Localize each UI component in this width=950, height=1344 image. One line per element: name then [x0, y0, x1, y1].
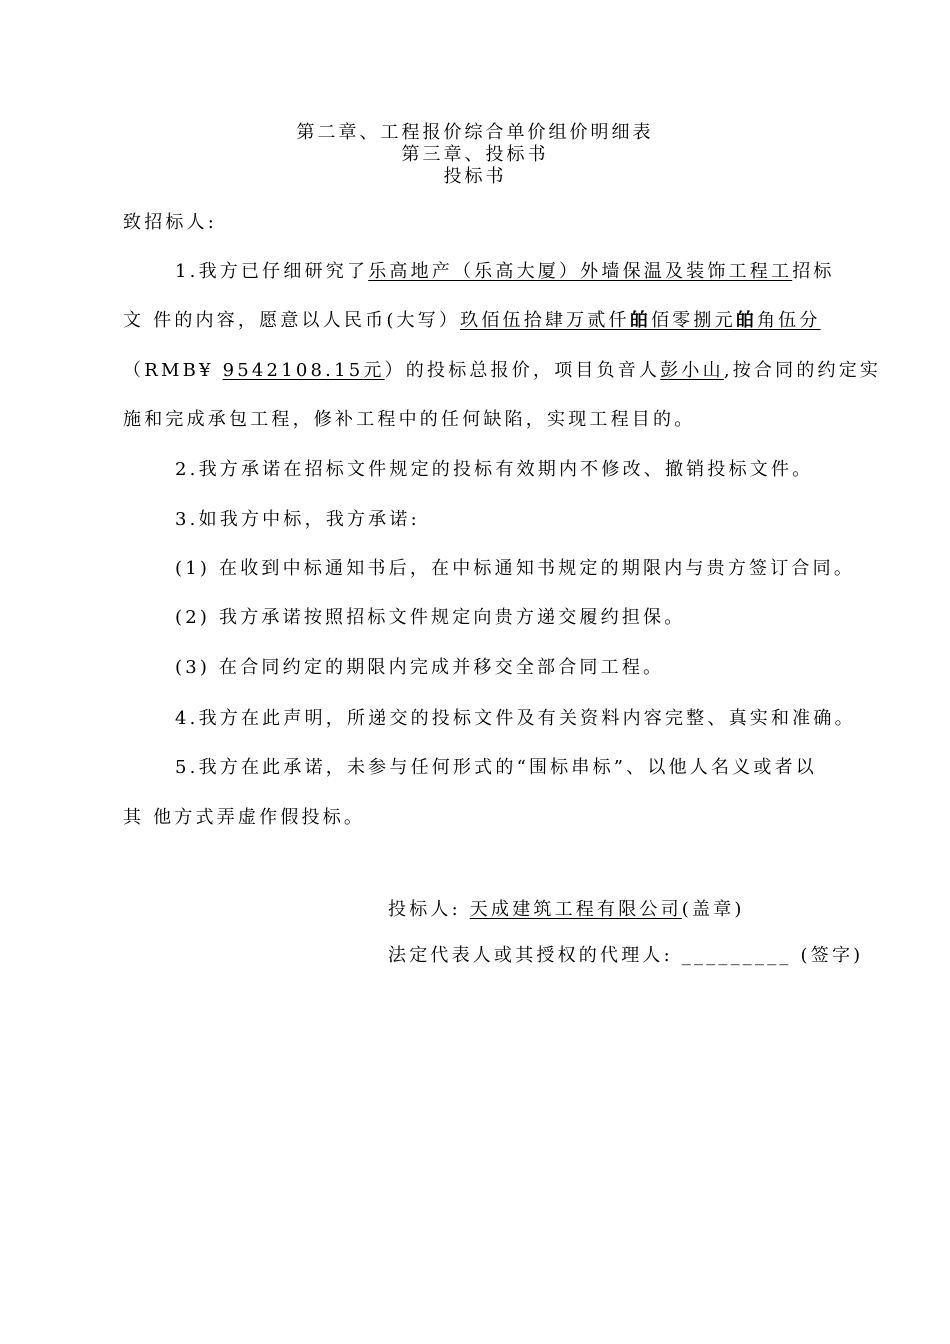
item-1-suffix: 招标 [792, 261, 835, 282]
item-4: 4.我方在此声明，所递交的投标文件及有关资料内容完整、真实和准确。 [175, 708, 856, 729]
bidder-seal-note: (盖章) [681, 899, 745, 920]
item-1-prefix: 1.我方已仔细研究了 [175, 261, 369, 282]
sub-item-2: (2) 我方承诺按照招标文件规定向贵方递交履约担保。 [175, 607, 686, 628]
chapter-two-title: 第二章、工程报价综合单价组价明细表 [296, 122, 654, 143]
bidder-line [388, 895, 888, 921]
project-name: 乐高地产（乐高大厦）外墙保温及装饰工程工 [368, 261, 793, 282]
amount-number: 9542108.15元 [222, 360, 385, 381]
item-1-line-1 [123, 257, 935, 283]
salutation: 致招标人: [123, 212, 218, 233]
item-1-line-2-prefix: 文 件的内容，愿意以人民币(大写） [123, 310, 461, 331]
item-5-line-2: 其 他方式弄虚作假投标。 [123, 807, 366, 828]
item-1-line-2 [123, 306, 883, 332]
item-5-line-1: 5.我方在此承诺，未参与任何形式的“围标串标”、以他人名义或者以 [175, 757, 817, 778]
item-1-line-3-mid: ）的投标总报价，项目负音人 [384, 360, 661, 381]
amount-in-words: 玖佰伍拾肆万贰仟㿟佰零捌元㿟角伍分 [460, 310, 821, 331]
representative-line [388, 941, 888, 967]
bidder-name: 天成建筑工程有限公司 [469, 899, 682, 920]
item-1-line-3 [123, 356, 883, 382]
document-title: 投标书 [443, 166, 507, 187]
sub-item-1: (1) 在收到中标通知书后，在中标通知书规定的期限内与贵方签订合同。 [175, 558, 856, 579]
representative-label: 法定代表人或其授权的代理人: [388, 945, 673, 966]
item-3: 3.如我方中标，我方承诺: [175, 509, 420, 530]
rmb-prefix: （RMB¥ [123, 360, 223, 381]
project-manager: 彭小山 [660, 360, 724, 381]
sub-item-3: (3) 在合同约定的期限内完成并移交全部合同工程。 [175, 657, 665, 678]
signature-blank: _________ [681, 945, 792, 966]
item-2: 2.我方承诺在招标文件规定的投标有效期内不修改、撤销投标文件。 [175, 459, 814, 480]
signature-note: (签字) [800, 945, 864, 966]
bidder-label: 投标人: [388, 899, 461, 920]
chapter-three-title: 第三章、投标书 [401, 144, 549, 165]
item-1-line-4: 施和完成承包工程，修补工程中的任何缺陷，实现工程目的。 [123, 409, 696, 430]
item-1-line-3-suffix: ,按合同的约定实 [723, 360, 882, 381]
title-block [0, 122, 950, 188]
